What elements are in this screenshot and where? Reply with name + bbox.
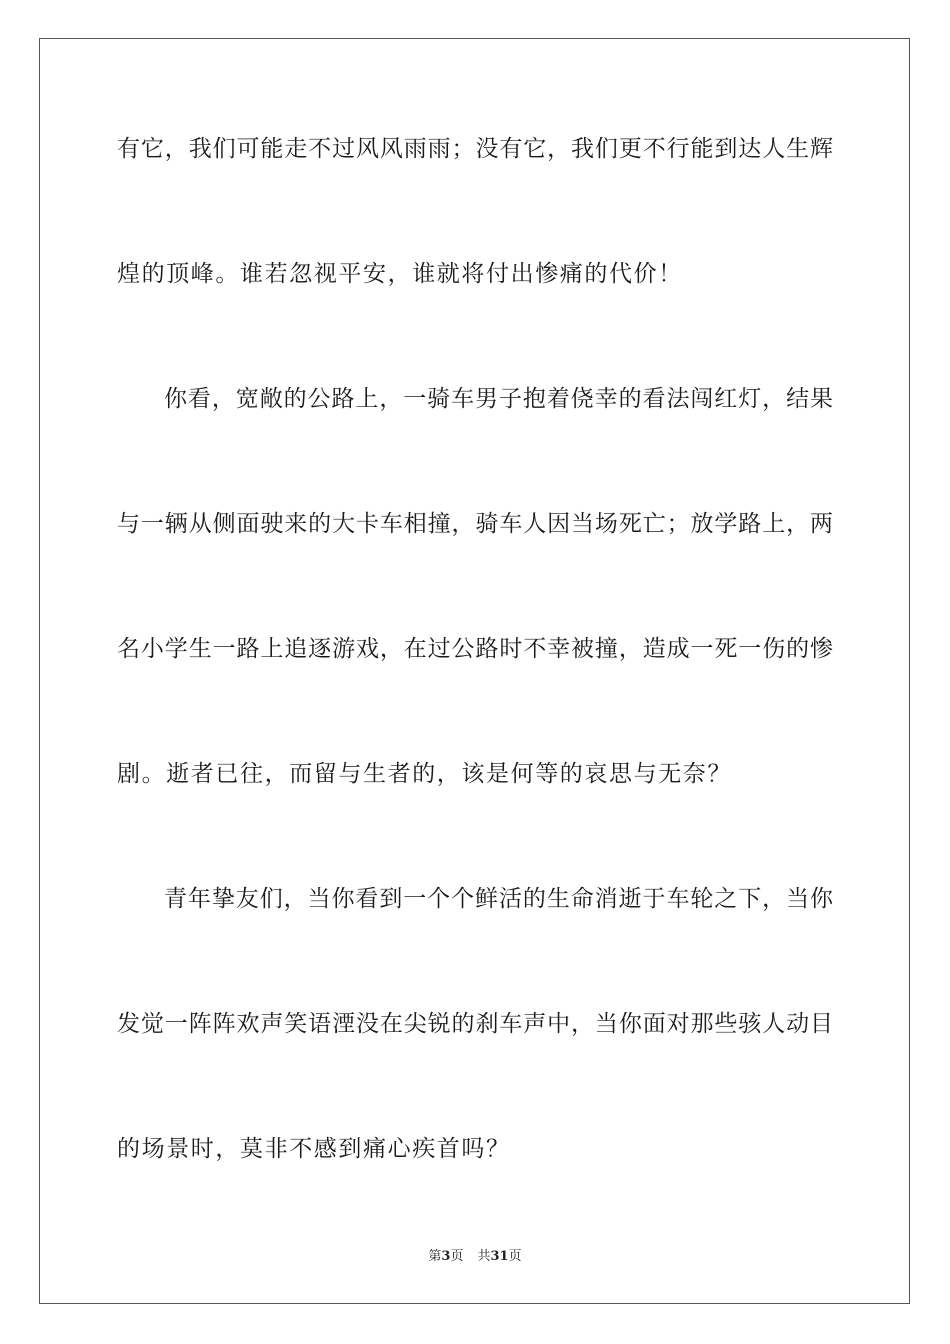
text-line-1: 有它，我们可能走不过风风雨雨；没有它，我们更不行能到达人生辉	[117, 136, 833, 162]
footer-page-prefix: 第	[428, 1249, 442, 1264]
paragraph-2-line-3: 名小学生一路上追逐游戏，在过公路时不幸被撞，造成一死一伤的惨	[117, 636, 833, 662]
footer-total-prefix: 共	[477, 1249, 491, 1264]
paragraph-3-line-1: 青年挚友们，当你看到一个个鲜活的生命消逝于车轮之下，当你	[164, 886, 833, 912]
page-border	[39, 38, 910, 1304]
page-footer	[0, 1248, 950, 1266]
footer-total-suffix: 页	[508, 1249, 522, 1264]
footer-page-suffix: 页	[450, 1249, 464, 1264]
paragraph-2-line-1: 你看，宽敞的公路上，一骑车男子抱着侥幸的看法闯红灯，结果	[164, 386, 833, 412]
paragraph-2-line-2: 与一辆从侧面驶来的大卡车相撞，骑车人因当场死亡；放学路上，两	[117, 511, 833, 537]
paragraph-3-line-2: 发觉一阵阵欢声笑语湮没在尖锐的刹车声中，当你面对那些骇人动目	[117, 1011, 833, 1037]
text-line-2: 煌的顶峰。谁若忽视平安，谁就将付出惨痛的代价！	[117, 261, 683, 287]
footer-page-number: 3	[441, 1249, 451, 1264]
footer-total-pages: 31	[490, 1249, 509, 1264]
paragraph-3-line-3: 的场景时，莫非不感到痛心疾首吗？	[117, 1136, 511, 1162]
paragraph-2-line-4: 剧。逝者已往，而留与生者的，该是何等的哀思与无奈？	[117, 761, 732, 787]
